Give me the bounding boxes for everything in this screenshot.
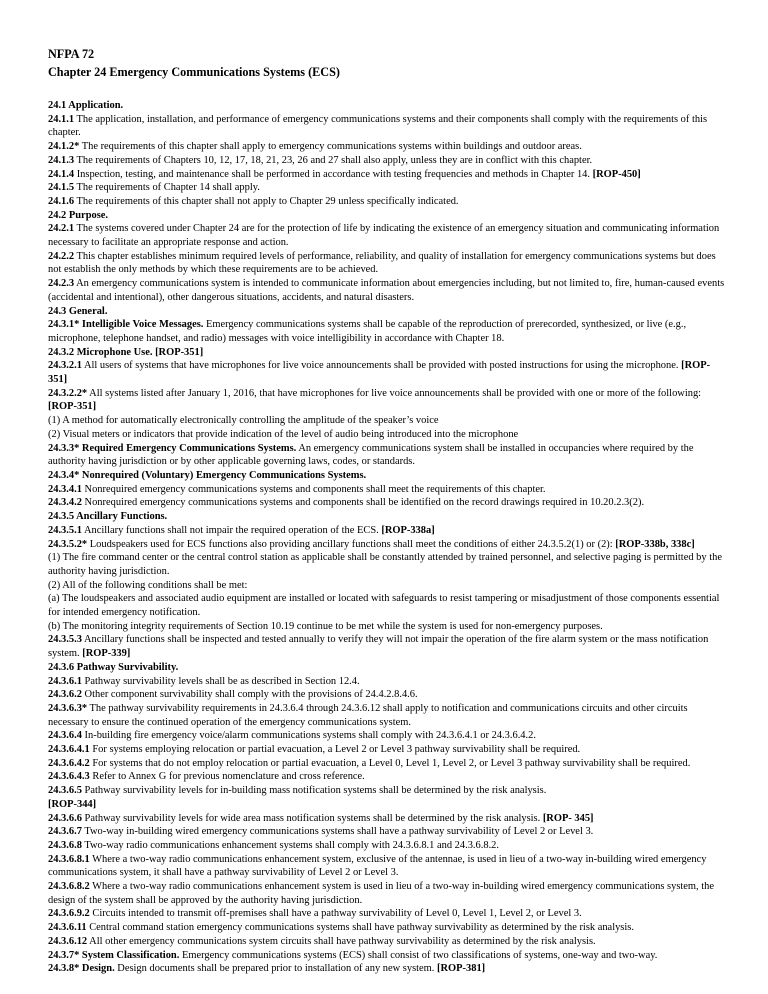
section-text: Ancillary functions shall be inspected and tested annually to verify they will not impair the operation of the fire alarm system or the mass notification system. xyxy=(48,634,709,660)
section-number: 24.3.6.7 xyxy=(48,826,82,838)
paragraph xyxy=(48,305,728,319)
paragraph xyxy=(48,743,728,757)
rop-reference: [ROP-338b, 338c] xyxy=(615,538,695,550)
paragraph xyxy=(48,962,728,976)
section-text: For systems that do not employ relocation or partial evacuation, a Level 0, Level 1, Level 2, or Level 3 pathway survivability shall be required. xyxy=(89,757,691,769)
section-text: The requirements of this chapter shall not apply to Chapter 29 unless specifically indicated. xyxy=(74,195,459,207)
paragraph xyxy=(48,387,728,414)
section-number: 24.3.7* System Classification. xyxy=(48,949,180,961)
section-number: 24.2.2 xyxy=(48,250,75,262)
section-text: An emergency communications system is intended to communicate information about emergencies including, but not limited to, fire, human-caused events (accidental and intentional), other dangerous situations, accidents, and natural disasters. xyxy=(48,278,725,303)
section-number: 24.3.6.3* xyxy=(48,702,88,714)
section-number: 24.3.6.4 xyxy=(48,730,82,742)
section-text: Loudspeakers used for ECS functions also providing ancillary functions shall meet the conditions of either 24.3.5.2(1) or (2): xyxy=(87,538,616,550)
rop-reference: [ROP-339] xyxy=(82,648,131,660)
paragraph xyxy=(48,825,728,839)
paragraph xyxy=(48,921,728,935)
section-text: Refer to Annex G for previous nomenclature and cross reference. xyxy=(89,771,365,783)
paragraph xyxy=(48,538,728,552)
section-number: 24.1.3 xyxy=(48,154,75,166)
paragraph xyxy=(48,770,728,784)
section-text: Nonrequired emergency communications systems and components shall be identified on the record drawings required in 10.20.2.3(2). xyxy=(81,497,645,509)
section-number: 24.3.6.4.3 xyxy=(48,771,90,783)
paragraph xyxy=(48,168,728,182)
section-number: 24.2 Purpose. xyxy=(48,209,109,221)
paragraph xyxy=(48,496,728,510)
section-number: 24.3.2.1 xyxy=(48,360,82,372)
section-text: All users of systems that have microphones for live voice announcements shall be provided with posted instructions for using the microphone. xyxy=(81,360,682,372)
section-text: The systems covered under Chapter 24 are for the protection of life by indicating the existence of an emergency situation and communicating information necessary to facilitate an appropriate response and action. xyxy=(48,223,720,249)
paragraph xyxy=(48,853,728,880)
section-text: Other component survivability shall comply with the provisions of 24.4.2.8.4.6. xyxy=(81,689,418,701)
paragraph xyxy=(48,907,728,921)
paragraph xyxy=(48,428,728,442)
paragraph xyxy=(48,483,728,497)
section-text: Where a two-way radio communications enhancement system is used in lieu of a two-way in-building wired emergency communications system, the design of the system shall be approved by the authority having jurisdiction. xyxy=(48,881,715,906)
paragraph xyxy=(48,414,728,428)
section-text: Pathway survivability levels for wide area mass notification systems shall be determined by the risk analysis. xyxy=(81,812,543,824)
section-number: 24.1.2* xyxy=(48,141,80,153)
paragraph xyxy=(48,524,728,538)
paragraph xyxy=(48,346,728,360)
section-text: The application, installation, and performance of emergency communications systems and their components shall comply with the requirements of this chapter. xyxy=(48,113,708,139)
paragraph xyxy=(48,661,728,675)
paragraph xyxy=(48,784,728,798)
section-number: 24.3.6.2 xyxy=(48,689,82,701)
section-number: 24.3.6.11 xyxy=(48,922,87,934)
section-number: 24.3.8* Design. xyxy=(48,963,115,975)
paragraph xyxy=(48,469,728,483)
section-number: 24.3.6 Pathway Survivability. xyxy=(48,661,179,673)
section-text: The requirements of Chapter 14 shall apply. xyxy=(74,182,260,194)
section-number: 24.3.6.6 xyxy=(48,812,82,824)
paragraph xyxy=(48,510,728,524)
section-number: 24.1.6 xyxy=(48,195,75,207)
section-text: Two-way in-building wired emergency communications systems shall have a pathway survivability of Level 2 or Level 3. xyxy=(81,826,594,838)
paragraph xyxy=(48,359,728,386)
section-number: 24.3.6.8 xyxy=(48,839,82,851)
section-number: 24.2.1 xyxy=(48,223,75,235)
section-number: 24.3.6.4.2 xyxy=(48,757,90,769)
paragraph xyxy=(48,702,728,729)
section-text: Emergency communications systems shall be capable of the reproduction of prerecorded, synthesized, or live (e.g., microphone, telephone handset, and radio) messages with voice intelligibility in accordance with Chapter 18. xyxy=(48,319,687,344)
section-number: 24.1.4 xyxy=(48,168,75,180)
paragraph xyxy=(48,880,728,907)
rop-reference: [ROP-351] xyxy=(48,401,97,413)
paragraph xyxy=(48,551,728,578)
paragraph xyxy=(48,113,728,140)
section-number: 24.1 Application. xyxy=(48,100,124,111)
paragraph xyxy=(48,209,728,223)
section-text: The requirements of this chapter shall apply to emergency communications systems within buildings and outdoor areas. xyxy=(79,141,582,153)
rop-reference: [ROP-351] xyxy=(48,360,711,386)
paragraph xyxy=(48,949,728,963)
paragraph xyxy=(48,729,728,743)
paragraph xyxy=(48,195,728,209)
paragraph xyxy=(48,675,728,689)
paragraph xyxy=(48,620,728,634)
paragraph xyxy=(48,757,728,771)
section-text: (2) Visual meters or indicators that provide indication of the level of audio being introduced into the microphone xyxy=(48,428,519,440)
section-number: 24.1.1 xyxy=(48,113,75,125)
rop-reference: [ROP-450] xyxy=(592,168,641,180)
paragraph xyxy=(48,222,728,249)
rop-reference: [ROP-381] xyxy=(437,963,486,975)
section-text: All other emergency communications system circuits shall have pathway survivability as determined by the risk analysis. xyxy=(87,935,596,947)
section-text: (1) A method for automatically electronically controlling the amplitude of the speaker’s voice xyxy=(48,415,439,427)
section-number: 24.1.5 xyxy=(48,182,75,194)
paragraph xyxy=(48,935,728,949)
section-text: Ancillary functions shall not impair the required operation of the ECS. xyxy=(81,524,382,536)
section-number: 24.3.6.8.1 xyxy=(48,853,90,865)
section-text: Inspection, testing, and maintenance shall be performed in accordance with testing frequencies and methods in Chapter 14. xyxy=(74,168,593,180)
section-text: For systems employing relocation or partial evacuation, a Level 2 or Level 3 pathway survivability shall be required. xyxy=(89,744,581,756)
section-number: 24.3.3* Required Emergency Communications Systems. xyxy=(48,442,297,454)
section-text: In-building fire emergency voice/alarm communications systems shall comply with 24.3.6.4.1 or 24.3.6.4.2. xyxy=(81,730,536,742)
section-number: 24.3.5.3 xyxy=(48,634,82,646)
chapter-title: Chapter 24 Emergency Communications Systems (ECS) xyxy=(48,65,340,79)
section-text: Pathway survivability levels for in-building mass notification systems shall be determined by the risk analysis. xyxy=(81,785,547,797)
section-number: 24.3.5 Ancillary Functions. xyxy=(48,511,168,523)
section-number: 24.3.4* Nonrequired (Voluntary) Emergency Communications Systems. xyxy=(48,469,367,481)
section-number: 24.3.4.1 xyxy=(48,483,82,495)
section-text: This chapter establishes minimum required levels of performance, reliability, and quality of installation for emergency communications systems but does not establish the only methods by which these requirements are to be achieved. xyxy=(48,250,716,276)
section-number: 24.3.6.1 xyxy=(48,675,82,687)
section-text: Emergency communications systems (ECS) shall consist of two classifications of systems, one-way and two-way. xyxy=(179,949,658,961)
section-text: (a) The loudspeakers and associated audio equipment are installed or located with safeguards to resist tampering or misadjustment of those components essential for intended emergency notification. xyxy=(48,593,720,619)
paragraph xyxy=(48,633,728,660)
paragraph xyxy=(48,140,728,154)
paragraph xyxy=(48,181,728,195)
paragraph xyxy=(48,277,728,304)
section-number: 24.3.5.1 xyxy=(48,524,82,536)
section-text: Where a two-way radio communications enhancement system, exclusive of the antennae, is used in lieu of a two-way in-building wired emergency communications system, it shall have a pathway survivability of Level 2 or Level 3. xyxy=(48,853,707,879)
rop-reference: [ROP-338a] xyxy=(381,524,435,536)
document-header xyxy=(48,45,728,81)
section-number: 24.3.2 Microphone Use. [ROP-351] xyxy=(48,346,204,358)
section-text: Two-way radio communications enhancement systems shall comply with 24.3.6.8.1 and 24.3.6.8.2. xyxy=(81,839,500,851)
paragraph xyxy=(48,250,728,277)
section-number: 24.2.3 xyxy=(48,278,75,290)
section-text: (b) The monitoring integrity requirements of Section 10.19 continue to be met while the system is used for non-emergency purposes. xyxy=(48,620,603,632)
section-number: 24.3.6.9.2 xyxy=(48,908,90,920)
paragraph xyxy=(48,688,728,702)
paragraph xyxy=(48,592,728,619)
section-text: Nonrequired emergency communications systems and components shall meet the requirements of this chapter. xyxy=(81,483,546,495)
document-body xyxy=(48,99,728,976)
section-number: 24.3.1* Intelligible Voice Messages. xyxy=(48,319,204,331)
section-number: 24.3 General. xyxy=(48,305,108,317)
section-text: Pathway survivability levels shall be as described in Section 12.4. xyxy=(81,675,360,687)
paragraph xyxy=(48,812,728,826)
document-standard: NFPA 72 xyxy=(48,47,95,61)
rop-reference: [ROP- 345] xyxy=(542,812,594,824)
paragraph xyxy=(48,318,728,345)
section-text: (2) All of the following conditions shall be met: xyxy=(48,579,248,591)
section-text: The requirements of Chapters 10, 12, 17, 18, 21, 23, 26 and 27 shall also apply, unless they are in conflict with this chapter. xyxy=(74,154,593,166)
section-text: An emergency communications system shall be installed in occupancies where required by the authority having jurisdiction or by other applicable governing laws, codes, or standards. xyxy=(48,442,694,468)
section-number: 24.3.6.12 xyxy=(48,935,88,947)
section-number: 24.3.6.5 xyxy=(48,785,82,797)
section-number: 24.3.5.2* xyxy=(48,538,88,550)
paragraph xyxy=(48,579,728,593)
paragraph xyxy=(48,154,728,168)
paragraph xyxy=(48,99,728,113)
paragraph xyxy=(48,839,728,853)
section-text: (1) The fire command center or the central control station as applicable shall be constantly attended by trained personnel, and selective paging is permitted by the authority having jurisdiction. xyxy=(48,552,722,577)
section-number: 24.3.2.2* xyxy=(48,387,88,399)
section-text: Design documents shall be prepared prior to installation of any new system. xyxy=(114,963,438,975)
section-text: The pathway survivability requirements in 24.3.6.4 through 24.3.6.12 shall apply to notification and communications circuits and other circuits necessary to ensure the continued operation of the emergency communications system. xyxy=(48,702,688,728)
section-number: [ROP-344] xyxy=(48,798,97,810)
section-text: Circuits intended to transmit off-premises shall have a pathway survivability of Level 0, Level 1, Level 2, or Level 3. xyxy=(89,908,582,920)
paragraph xyxy=(48,798,728,812)
section-text: Central command station emergency communications systems shall have pathway survivability as determined by the risk analysis. xyxy=(86,922,634,934)
section-number: 24.3.6.8.2 xyxy=(48,881,90,893)
section-text: All systems listed after January 1, 2016, that have microphones for live voice announcements shall be provided with one or more of the following: xyxy=(87,387,702,399)
section-number: 24.3.4.2 xyxy=(48,497,82,509)
paragraph xyxy=(48,442,728,469)
section-number: 24.3.6.4.1 xyxy=(48,744,90,756)
